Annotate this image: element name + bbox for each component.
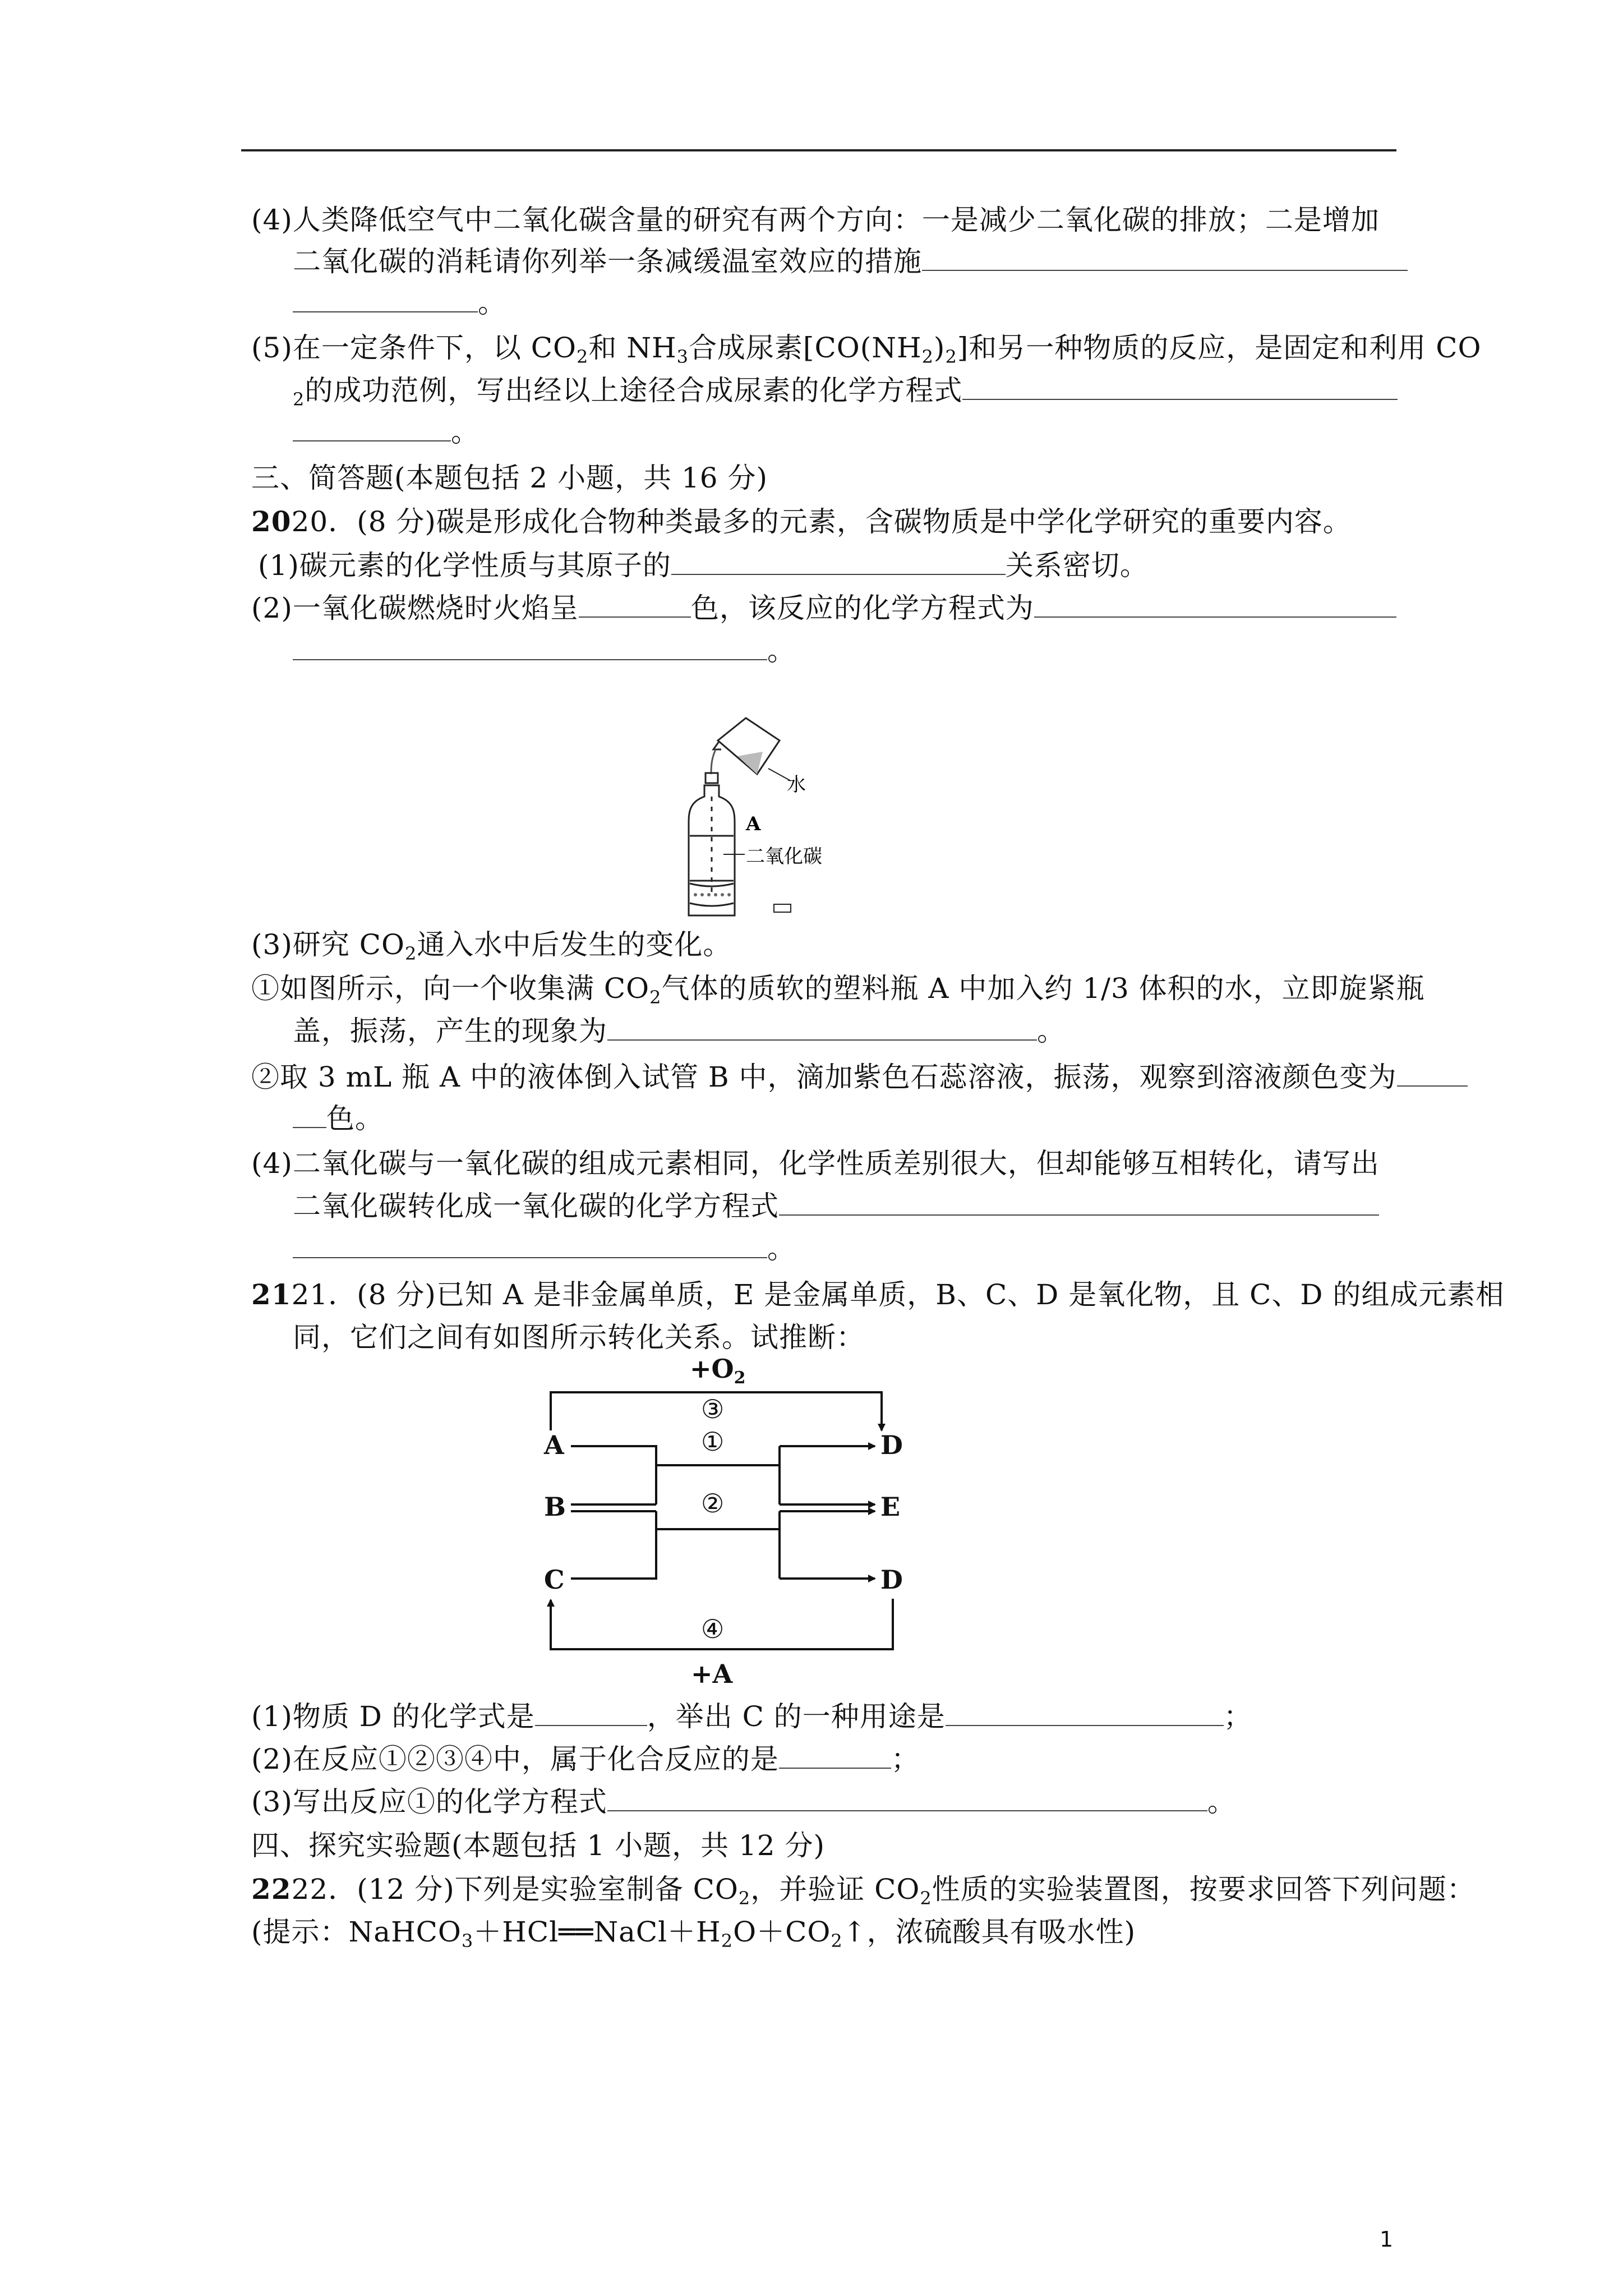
header-rule — [241, 149, 1396, 151]
q20-heading: 2020．(8 分)碳是形成化合物种类最多的元素，含碳物质是中学化学研究的重要内容。 — [251, 505, 1352, 538]
q21-part2: (2)在反应①②③④中，属于化合反应的是 ； — [251, 1743, 920, 1775]
node-e: E — [880, 1492, 901, 1522]
answer-blank[interactable] — [946, 1699, 1224, 1726]
answer-blank[interactable] — [922, 244, 1408, 271]
reaction-3-label: ③ — [701, 1394, 725, 1424]
reaction-4-label: ④ — [701, 1614, 725, 1644]
answer-blank[interactable] — [671, 548, 1006, 575]
answer-blank[interactable] — [779, 1189, 1379, 1216]
q19-part4-line1: (4)人类降低空气中二氧化碳含量的研究有两个方向：一是减少二氧化碳的排放；二是增加 — [251, 204, 1380, 236]
answer-blank[interactable] — [1034, 591, 1396, 618]
node-c: C — [544, 1565, 565, 1595]
section-3-heading: 三、简答题(本题包括 2 小题，共 16 分) — [251, 462, 768, 494]
q20-sub1-line2: 盖，振荡，产生的现象为 。 — [293, 1015, 1066, 1047]
node-b: B — [544, 1492, 566, 1522]
q20-part4-line2: 二氧化碳转化成一氧化碳的化学方程式 — [293, 1188, 1379, 1224]
answer-blank[interactable] — [1397, 1060, 1468, 1087]
q20-part2-line2: 。 — [293, 633, 796, 669]
reaction-2-label: ② — [701, 1488, 725, 1519]
answer-blank[interactable] — [607, 1014, 1037, 1041]
node-d-bottom: D — [880, 1565, 903, 1595]
q22-hint: (提示：$NaHCO_3+HCl══NaCl+H_2O+CO_2↑$，浓硫酸具有吸水性) — [251, 1916, 1136, 1952]
co2-label: 二氧化碳 — [746, 845, 822, 868]
q20-sub1-line1: ①如图所示，向一个收集满 $CO_2$气体的质软的塑料瓶 A 中加入约 1/3 体积的水，立即旋紧瓶 — [251, 972, 1425, 1008]
a-reagent-label: +A — [691, 1659, 733, 1689]
answer-blank[interactable] — [293, 1101, 326, 1128]
q20-sub2-line2: 色。 — [293, 1101, 384, 1137]
answer-blank[interactable] — [293, 633, 767, 660]
q19-part5-line3: 。 — [293, 414, 479, 450]
reaction-1-label: ① — [701, 1427, 725, 1457]
q19-part4-line3: 。 — [293, 285, 506, 321]
q20-part4-line3: 。 — [293, 1231, 796, 1267]
q21-part3: (3)写出反应①的化学方程式 。 — [251, 1786, 1236, 1818]
answer-blank[interactable] — [579, 591, 691, 618]
q20-part1: (1)碳元素的化学性质与其原子的 关系密切。 — [258, 549, 1149, 582]
answer-blank[interactable] — [779, 1742, 891, 1769]
section-4-heading: 四、探究实验题(本题包括 1 小题，共 12 分) — [251, 1829, 826, 1862]
bottle-label-a: A — [746, 813, 761, 835]
q21-heading-line1: 2121．(8 分)已知 A 是非金属单质，E 是金属单质，B、C、D 是氧化物，且 C、D 的组成元素相 — [251, 1278, 1505, 1311]
co2-bottle-figure — [684, 712, 875, 920]
answer-blank[interactable] — [293, 286, 478, 312]
q19-part4-line2: 二氧化碳的消耗请你列举一条减缓温室效应的措施 — [293, 243, 1408, 279]
transformation-diagram — [538, 1346, 931, 1694]
water-label: 水 — [787, 774, 806, 796]
o2-reagent-label: $+O_2$ — [690, 1354, 746, 1388]
q21-part1: (1)物质 D 的化学式是 ，举出 C 的一种用途是 ； — [251, 1700, 1252, 1733]
answer-blank[interactable] — [293, 415, 451, 441]
q20-part3: (3)研究 $CO_2$通入水中后发生的变化。 — [251, 928, 732, 964]
page-number: 1 — [1380, 2227, 1394, 2252]
q20-part2-line1: (2)一氧化碳燃烧时火焰呈 色，该反应的化学方程式为 — [251, 590, 1396, 626]
beaker-icon — [713, 718, 780, 774]
q20-sub2-line1: ②取 3 mL 瓶 A 中的液体倒入试管 B 中，滴加紫色石蕊溶液，振荡，观察到溶液颜色变为 — [251, 1059, 1468, 1095]
q19-part5-line1: (5)在一定条件下，以 $CO_2$和 $NH_3$合成尿素$[CO(NH_2)_2]$和另一种物质的反应，是固定和利用 CO — [251, 332, 1482, 367]
q22-heading: 2222．(12 分)下列是实验室制备 $CO_2$，并验证 $CO_2$性质的实验装置图，按要求回答下列问题： — [251, 1872, 1476, 1909]
node-a: A — [544, 1430, 564, 1460]
q21-heading-line2: 同，它们之间有如图所示转化关系。试推断： — [293, 1321, 865, 1354]
answer-blank[interactable] — [962, 373, 1398, 400]
answer-blank[interactable] — [607, 1784, 1207, 1811]
answer-blank[interactable] — [535, 1699, 647, 1726]
q19-part5-line2: $_2$的成功范例，写出经以上途径合成尿素的化学方程式 — [293, 372, 1398, 408]
q20-part4-line1: (4)二氧化碳与一氧化碳的组成元素相同，化学性质差别很大，但却能够互相转化，请写出 — [251, 1147, 1380, 1180]
answer-blank[interactable] — [293, 1231, 767, 1258]
node-d-top: D — [880, 1430, 903, 1460]
